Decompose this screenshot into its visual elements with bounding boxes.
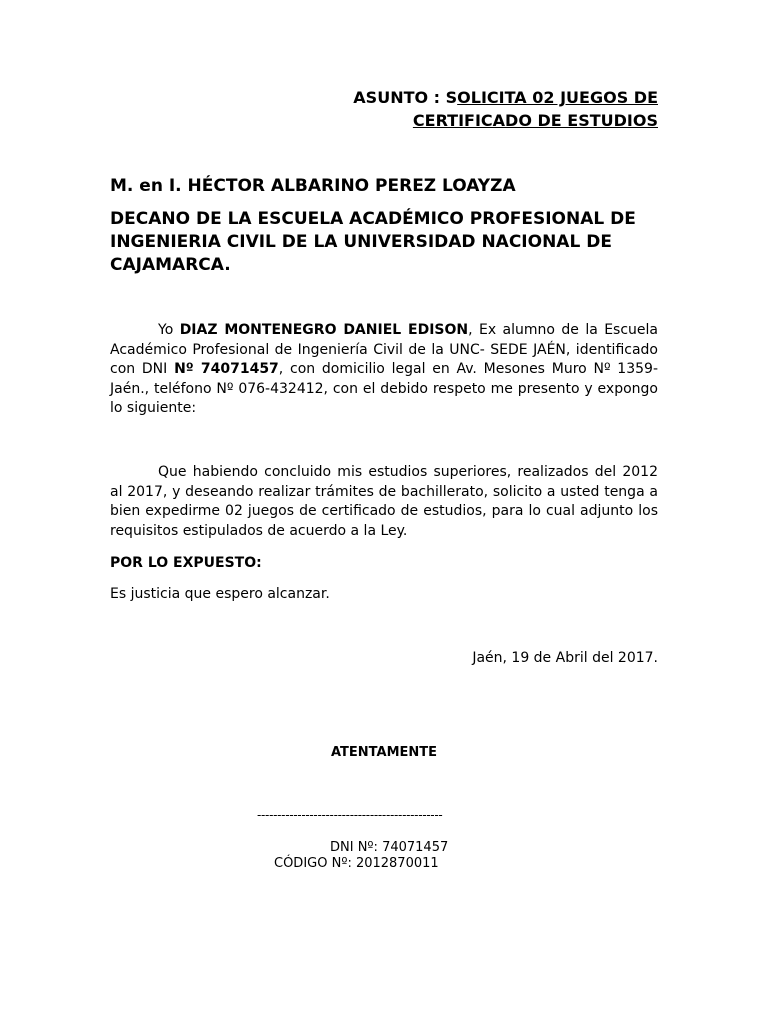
signature-line: ---------------------------------------------- [257,808,443,822]
justicia-text: Es justicia que espero alcanzar. [110,586,330,602]
subject-text-line1: OLICITA 02 JUEGOS DE [457,88,658,107]
addressee-name: M. en I. HÉCTOR ALBARINO PEREZ LOAYZA [110,176,516,196]
subject-text-line2: CERTIFICADO DE ESTUDIOS [412,111,658,130]
closing-atentamente: ATENTAMENTE [330,745,438,760]
signature-codigo: CÓDIGO Nº: 2012870011 [274,856,439,871]
intro-paragraph [110,321,658,419]
intro-suffix: , con domicilio legal en Av. Mesones Muro Nº 1359- Jaén., teléfono Nº 076-432412, con el debido respeto me presento y expongo lo siguiente: [110,361,658,416]
signature-dni: DNI Nº: 74071457 [330,840,449,855]
subject-heading [353,86,658,132]
por-lo-expuesto-heading: POR LO EXPUESTO: [110,555,262,571]
applicant-name: DIAZ MONTENEGRO DANIEL EDISON [179,322,469,338]
subject-label: ASUNTO : S [353,88,458,107]
intro-prefix: Yo [158,322,180,338]
addressee-title: DECANO DE LA ESCUELA ACADÉMICO PROFESIONAL DE INGENIERIA CIVIL DE LA UNIVERSIDAD NACIONAL DE CAJAMARCA. [110,209,636,275]
date-line: Jaén, 19 de Abril del 2017. [472,650,658,666]
request-paragraph: Que habiendo concluido mis estudios superiores, realizados del 2012 al 2017, y deseando realizar trámites de bachillerato, solicito a usted tenga a bien expedirme 02 juegos de certificado de estudios, para lo cual adjunto los requisitos estipulados de acuerdo a la Ley. [110,464,658,539]
intro-middle: , Ex alumno de la Escuela Académico Profesional de Ingeniería Civil de la UNC- SEDE JAÉN, identificado con DNI [110,322,658,377]
applicant-dni: Nº 74071457 [174,361,279,377]
